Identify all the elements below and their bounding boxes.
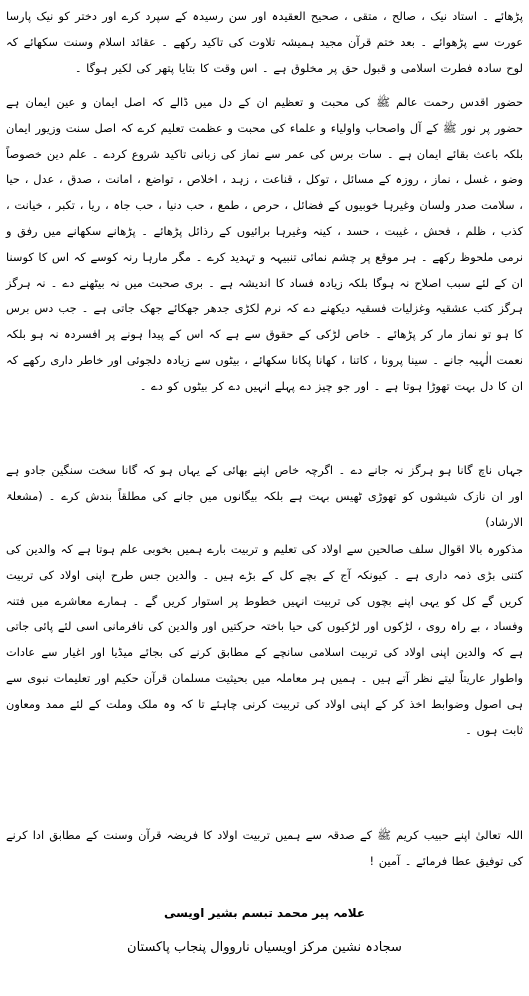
signature-title: سجادہ نشین مرکز اویسیاں نارووال پنجاب پاکستان <box>127 940 402 955</box>
paragraph-1: پڑھائے ۔ استاد نیک ، صالح ، متقی ، صحیح العقیدہ اور سن رسیدہ کے سپرد کرے اور دختر کو نیک پارسا عورت سے پڑھوائے ۔ بعد ختم قرآن مجید ہمیشہ تلاوت کی تاکید رکھے ۔ عقائد اسلام وسنت سکھائے کہ لوح سادہ فطرت اسلامی و قبول حق پر مخلوق ہے ۔ اس وقت کا بتایا پتھر کی لکیر ہوگا ۔ <box>6 9 523 75</box>
signature-name: علامہ پیر محمد تبسم بشیر اویسی <box>163 906 366 920</box>
paragraph-4: مذکورہ بالا اقوال سلف صالحین سے اولاد کی تعلیم و تربیت بارے ہمیں بخوبی علم ہوتا ہے کہ والدین کی کتنی بڑی ذمہ داری ہے ۔ کیونکہ آج کے بچے کل کے بڑے ہیں ۔ والدین جس طرح اپنی اولاد کی تربیت کریں گے کل کو یہی اپنے بچوں کی تربیت انہیں خطوط پر استوار کریں گے ۔ ہمارے معاشرے میں فتنہ وفساد ، بے راہ روی ، لڑکوں اور لڑکیوں کی حیا باختہ حرکتیں اور والدین کی نافرمانی اسی لئے پائی جاتی ہے کہ والدین اپنی اولاد کی تربیت اسلامی سانچے کے مطابق کرنے کی بجائے میڈیا اور اغیار سے عادات واطوار عاریتاً لیتے نظر آتے ہیں ۔ ہمیں ہر معاملہ میں بحیثیت مسلمان قرآن حکیم اور تعلیمات نبوی سے ہی اصول وضوابط اخذ کر کے اپنی اولاد کی تربیت کرنی چاہئے تا کہ وہ ملک وملت کے لئے ممد ومعاون ثابت ہوں ۔ <box>6 542 523 737</box>
paragraph-2: حضور اقدس رحمت عالم ﷺ کی محبت و تعظیم ان کے دل میں ڈالے کہ اصل ایمان و عین ایمان ہے حضور پر نور ﷺ کے آل واصحاب واولیاء و علماء کی محبت و عظمت تعلیم کرے کہ اصل سنت وزیور ایمان بلکہ باعث بقائے ایمان ہے ۔ سات برس کی عمر سے نماز کی زبانی تاکید شروع کردے ۔ علم دین خصوصاً وضو ، غسل ، نماز ، روزہ کے مسائل ، توکل ، قناعت ، زہد ، اخلاص ، تواضع ، امانت ، صدق ، عدل ، حیا ، سلامت صدر ولسان وغیرہا خوبیوں کے فضائل ، حرص ، طمع ، حب دنیا ، حب جاہ ، ریا ، تکبر ، خیانت ، کذب ، ظلم ، فحش ، غیبت ، حسد ، کینہ وغیرہا برائیوں کے رذائل پڑھائے ۔ پڑھانے سکھانے میں رفق و نرمی ملحوظ رکھے ۔ ہر موقع پر چشم نمائی تنبیہہ و تہدید کرے ۔ مگر مارہا رنہ کوسے کہ اس کا کوسنا ان کے لئے سبب اصلاح نہ ہوگا بلکہ زیادہ فساد کا اندیشہ ہے ۔ بری صحبت میں نہ بیٹھنے دے ۔ نہ ہرگز ہرگز کتب عشقیہ وغزلیات فسقیہ دیکھنے دے کہ نرم لکڑی جدھر جھکائے جھک جاتی ہے ۔ جب دس برس کا ہو تو نماز مار کر پڑھائے ۔ خاص لڑکی کے حقوق سے ہے کہ اس کے پیدا ہونے پر افسردہ نہ ہو بلکہ نعمت الٰہیہ جانے ۔ سینا پرونا ، کاتنا ، کھانا پکانا سکھائے ، بیٹوں سے زیادہ دلجوئی اور خاطر داری رکھے کہ ان کا دل بہت تھوڑا ہوتا ہے ۔ اور جو چیز دے پہلے انہیں دے کر بیٹوں کو دے ۔ <box>6 95 523 393</box>
paragraph-5: اللہ تعالیٰ اپنے حبیب کریم ﷺ کے صدقہ سے ہمیں تربیت اولاد کا فریضہ قرآن وسنت کے مطابق ادا کرنے کی توفیق عطا فرمائے ۔ آمین ! <box>6 828 523 868</box>
paragraph-3: جہاں ناچ گانا ہو ہرگز نہ جانے دے ۔ اگرچہ خاص اپنے بھائی کے یہاں ہو کہ گانا سخت سنگین جادو ہے اور ان نازک شیشوں کو تھوڑی ٹھیس بہت ہے بلکہ بیگانوں میں جانے کی مطلقاً بندش کرے ۔ (مشعلۃ الارشاد) <box>6 463 523 529</box>
